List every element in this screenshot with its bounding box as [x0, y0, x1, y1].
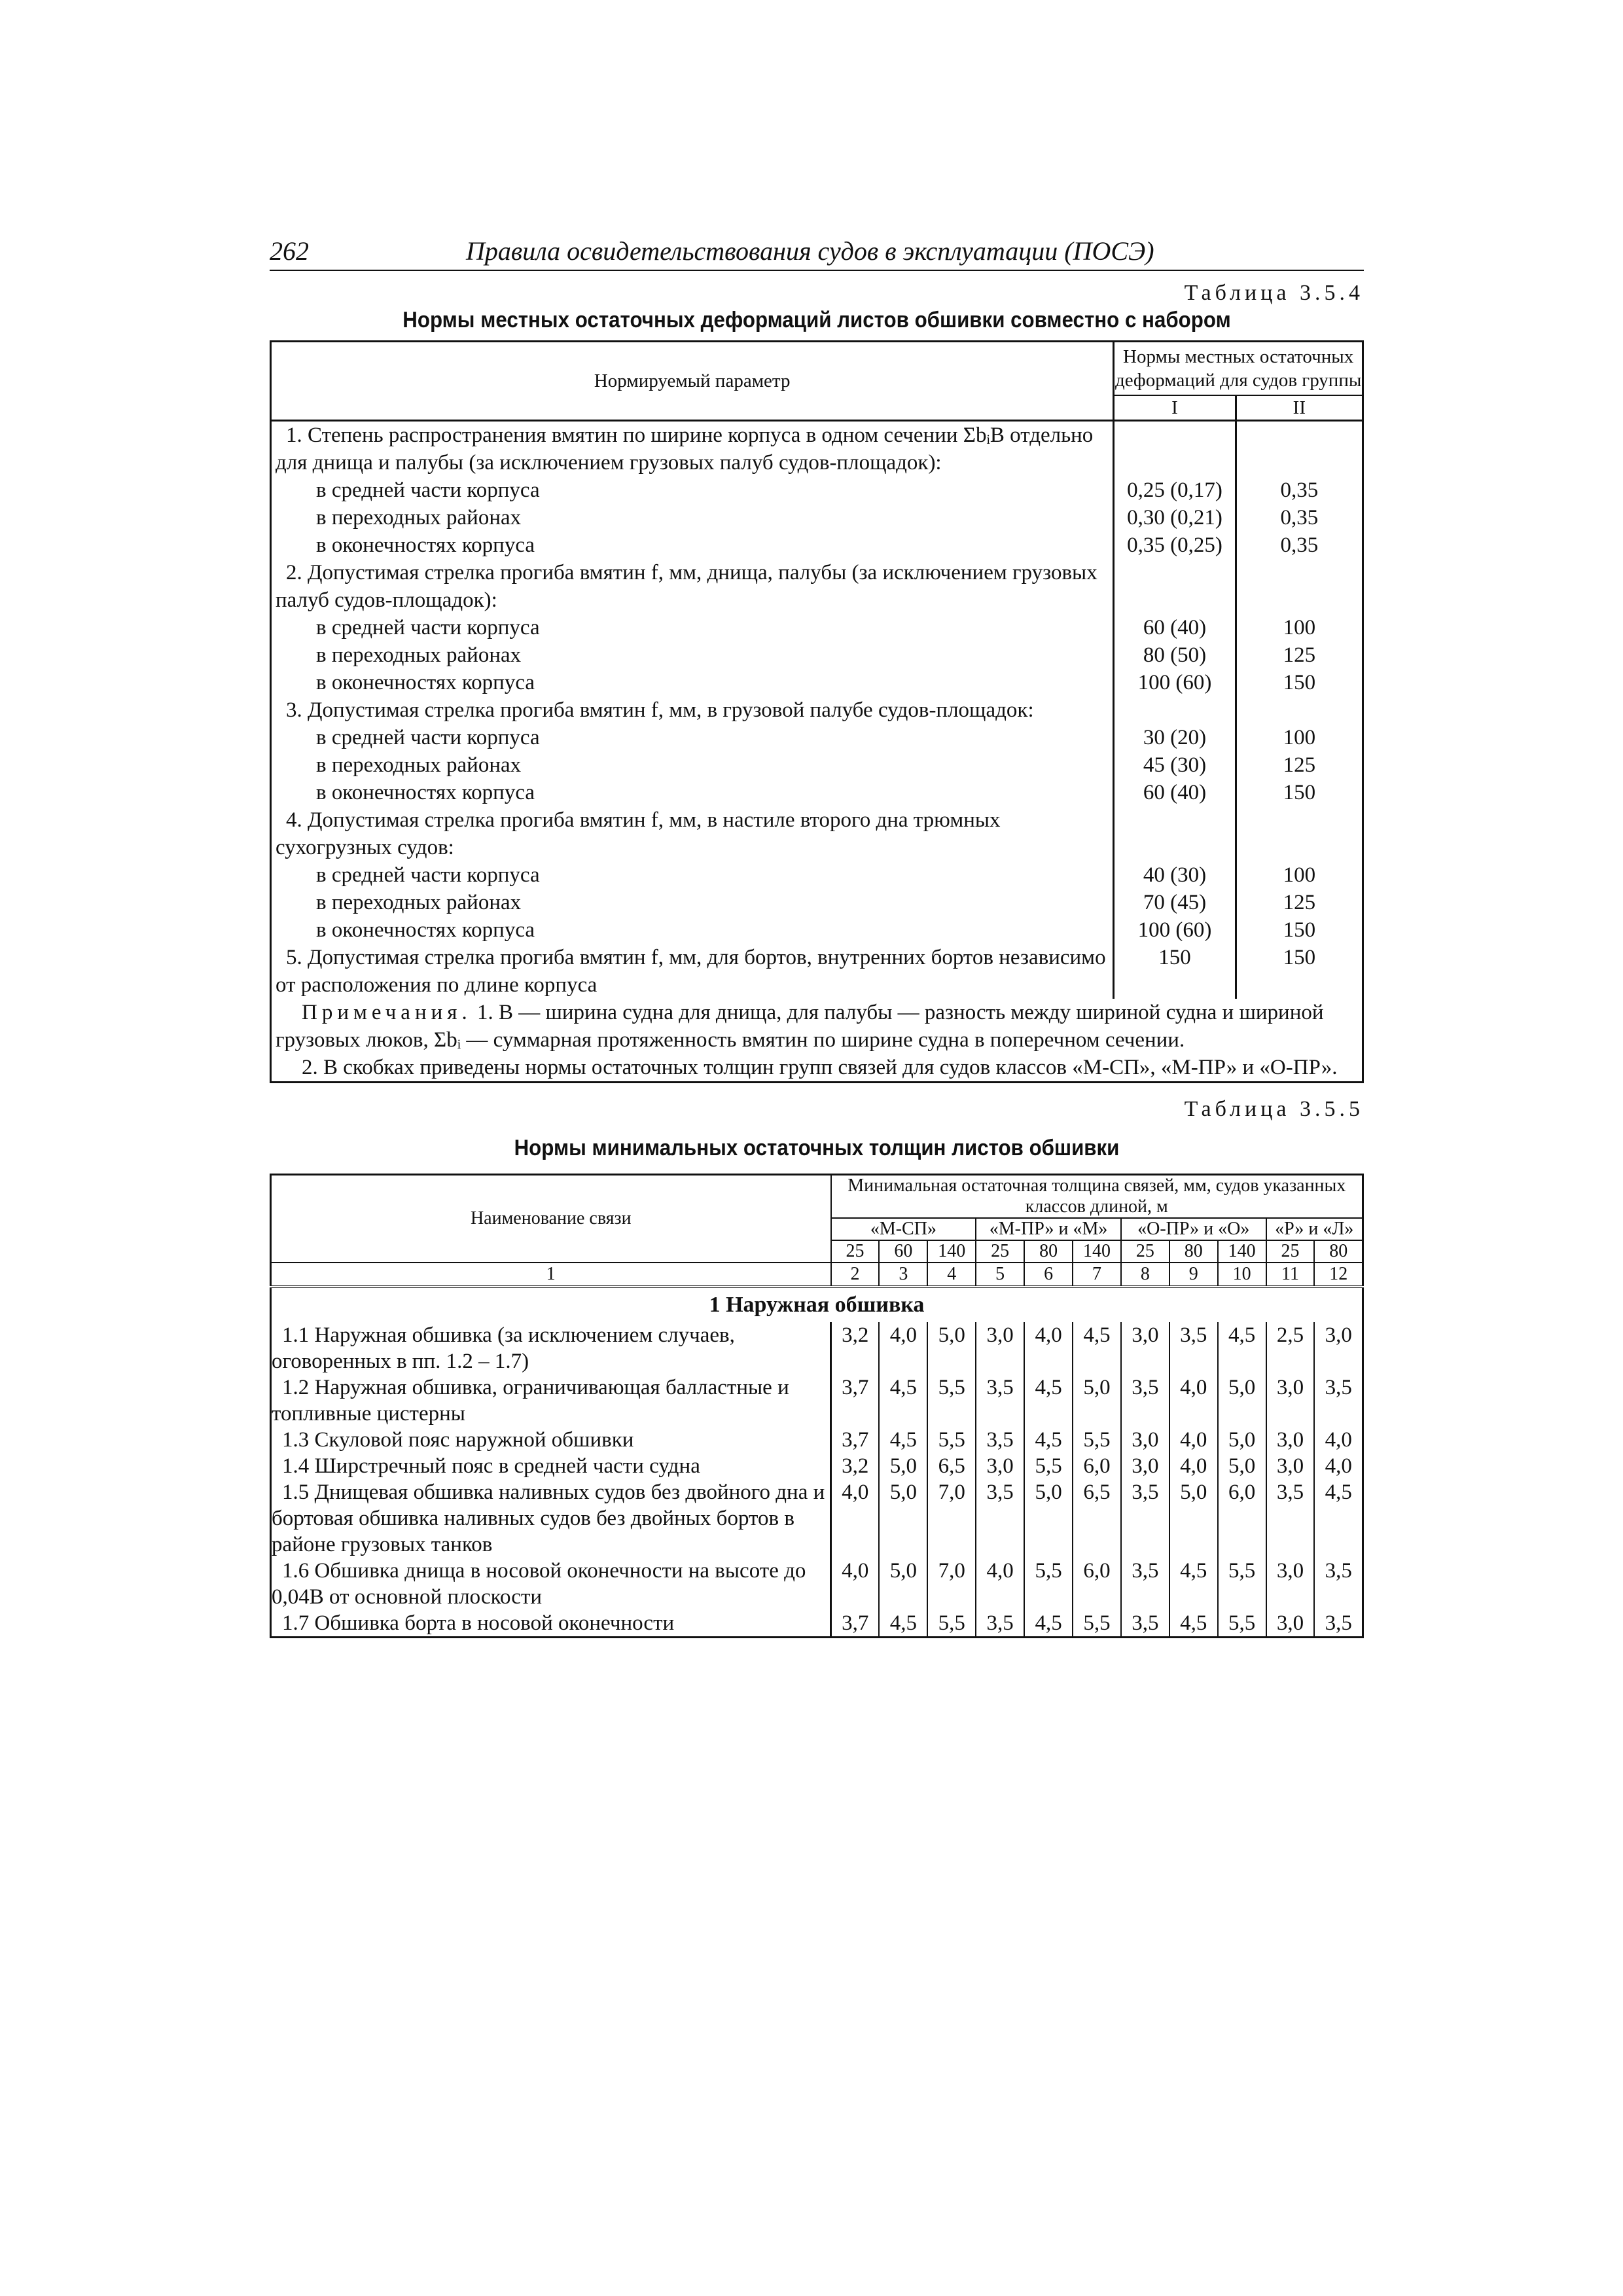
thickness-cell: 6,5 [927, 1453, 976, 1479]
col-header-name: Наименование связи [271, 1175, 831, 1263]
thickness-cell: 3,5 [1169, 1322, 1218, 1374]
length-header: 140 [1218, 1240, 1266, 1263]
group-2-cell: 150 [1283, 781, 1316, 804]
table-row [271, 614, 1363, 641]
table-row [271, 559, 1363, 614]
bond-name-cell: 1.5 Днищевая обшивка наливных судов без двойного дна и бортовая обшивка наливных судов без двойных бортов в районе грузовых танков [271, 1479, 831, 1558]
table-row [271, 806, 1363, 861]
group-1-cell: 0,30 (0,21) [1114, 504, 1236, 531]
group-2-cell: 0,35 [1280, 533, 1319, 557]
param-cell: 2. Допустимая стрелка прогиба вмятин f, мм, днища, палубы (за исключением грузовых палуб судов-площадок): [271, 559, 1114, 614]
group-1-cell: 150 [1114, 944, 1236, 999]
thickness-cell: 3,0 [1266, 1610, 1315, 1638]
thickness-cell: 6,0 [1073, 1453, 1121, 1479]
thickness-cell: 3,2 [831, 1322, 880, 1374]
group-1-cell: 60 (40) [1114, 614, 1236, 641]
table-3-5-5-rows [271, 1322, 1363, 1638]
table-3-5-4-title: Нормы местных остаточных деформаций листов обшивки совместно с набором [402, 308, 1231, 332]
thickness-cell: 3,0 [976, 1322, 1024, 1374]
thickness-cell: 3,5 [1314, 1374, 1363, 1427]
col-header-norms: Нормы местных остаточных деформаций для судов группы [1114, 342, 1363, 396]
thickness-cell: 4,5 [879, 1427, 927, 1453]
class-header: «О-ПР» и «О» [1121, 1218, 1266, 1240]
group-2-cell [1236, 559, 1363, 614]
thickness-cell: 3,0 [1121, 1453, 1169, 1479]
thickness-cell: 6,5 [1073, 1479, 1121, 1558]
thickness-cell: 3,7 [831, 1610, 880, 1638]
section-title: 1 Наружная обшивка [709, 1293, 925, 1317]
param-cell: в переходных районах [271, 504, 1114, 531]
length-header: 25 [1266, 1240, 1315, 1263]
thickness-cell: 3,5 [976, 1374, 1024, 1427]
thickness-cell: 5,5 [1024, 1558, 1073, 1610]
column-number: 7 [1073, 1263, 1121, 1287]
thickness-cell: 5,0 [1218, 1453, 1266, 1479]
thickness-cell: 3,2 [831, 1453, 880, 1479]
group-2-cell: 100 [1283, 863, 1316, 887]
table-3-5-4-notes [271, 999, 1363, 1083]
length-header: 60 [879, 1240, 927, 1263]
thickness-cell: 3,5 [1314, 1610, 1363, 1638]
thickness-cell: 4,0 [1024, 1322, 1073, 1374]
bond-name-cell: 1.2 Наружная обшивка, ограничивающая балластные и топливные цистерны [271, 1374, 831, 1427]
table-3-5-5-label: Таблица 3.5.5 [1184, 1097, 1364, 1121]
param-cell: в переходных районах [271, 641, 1114, 669]
group-2-cell: 150 [1283, 671, 1316, 694]
column-number: 2 [831, 1263, 880, 1287]
group-2-cell: 100 [1283, 726, 1316, 749]
column-number: 1 [271, 1263, 831, 1287]
note-1 [271, 999, 1363, 1054]
group-1-cell [1114, 559, 1236, 614]
thickness-cell: 3,7 [831, 1374, 880, 1427]
length-header: 80 [1314, 1240, 1363, 1263]
thickness-cell: 6,0 [1218, 1479, 1266, 1558]
group-1-cell: 30 (20) [1114, 724, 1236, 751]
table-3-5-5-body [271, 1287, 1363, 1322]
group-2-cell: 125 [1283, 753, 1316, 777]
table-row [271, 669, 1363, 696]
notes-label: Примечания. [302, 1001, 472, 1024]
col-header-min-thickness: Минимальная остаточная толщина связей, мм, судов указанных классов длиной, м [831, 1175, 1363, 1219]
param-cell: 5. Допустимая стрелка прогиба вмятин f, мм, для бортов, внутренних бортов независимо от расположения по длине корпуса [271, 944, 1114, 999]
bond-name-cell: 1.3 Скуловой пояс наружной обшивки [271, 1427, 831, 1453]
thickness-cell: 5,5 [1024, 1453, 1073, 1479]
column-number: 12 [1314, 1263, 1363, 1287]
table-3-5-4-label: Таблица 3.5.4 [1184, 281, 1364, 305]
thickness-cell: 3,5 [1121, 1374, 1169, 1427]
group-2-cell: 100 [1283, 616, 1316, 639]
group-1-cell [1114, 421, 1236, 477]
group-2-cell: 125 [1283, 643, 1316, 667]
thickness-cell: 3,0 [1121, 1427, 1169, 1453]
table-row [271, 1427, 1363, 1453]
document-page [270, 236, 1364, 1638]
thickness-cell: 3,0 [1121, 1322, 1169, 1374]
thickness-cell: 5,0 [927, 1322, 976, 1374]
table-row [271, 861, 1363, 889]
thickness-cell: 4,0 [1314, 1427, 1363, 1453]
thickness-cell: 3,0 [1266, 1558, 1315, 1610]
table-3-5-5-title: Нормы минимальных остаточных толщин листов обшивки [514, 1136, 1120, 1160]
group-1-cell: 60 (40) [1114, 779, 1236, 806]
group-1-cell: 80 (50) [1114, 641, 1236, 669]
thickness-cell: 5,0 [879, 1453, 927, 1479]
table-row [271, 751, 1363, 779]
col-header-group-2: II [1236, 395, 1363, 421]
thickness-cell: 5,0 [1024, 1479, 1073, 1558]
group-2-cell [1236, 806, 1363, 861]
param-cell: в переходных районах [271, 751, 1114, 779]
thickness-cell: 3,5 [1314, 1558, 1363, 1610]
table-row [271, 531, 1363, 559]
table-row [271, 641, 1363, 669]
thickness-cell: 4,0 [1314, 1453, 1363, 1479]
thickness-cell: 5,0 [879, 1558, 927, 1610]
group-2-cell [1236, 696, 1363, 724]
thickness-cell: 5,5 [1073, 1427, 1121, 1453]
table-row [271, 1453, 1363, 1479]
thickness-cell: 3,5 [1266, 1479, 1315, 1558]
table-row [271, 916, 1363, 944]
thickness-cell: 4,0 [831, 1558, 880, 1610]
thickness-cell: 3,5 [1121, 1558, 1169, 1610]
param-cell: в переходных районах [271, 889, 1114, 916]
group-2-cell: 150 [1283, 918, 1316, 942]
thickness-cell: 3,0 [1266, 1374, 1315, 1427]
col-header-group-1: I [1114, 395, 1236, 421]
note-1-text: 1. B — ширина судна для днища, для палубы — разность между шириной судна и шириной грузовых люков, Σbᵢ — суммарная протяженность вмятин по ширине судна в поперечном сечении. [276, 1001, 1324, 1052]
thickness-cell: 4,0 [831, 1479, 880, 1558]
param-cell: в средней части корпуса [271, 724, 1114, 751]
param-cell: в оконечностях корпуса [271, 916, 1114, 944]
bond-name-cell: 1.4 Ширстречный пояс в средней части судна [271, 1453, 831, 1479]
thickness-cell: 5,0 [1218, 1427, 1266, 1453]
table-3-5-4 [270, 340, 1364, 1083]
length-header: 140 [1073, 1240, 1121, 1263]
group-2-cell: 150 [1283, 946, 1316, 969]
column-number: 4 [927, 1263, 976, 1287]
thickness-cell: 3,5 [976, 1610, 1024, 1638]
table-row [271, 1374, 1363, 1427]
thickness-cell: 3,0 [1266, 1453, 1315, 1479]
thickness-cell: 3,5 [976, 1427, 1024, 1453]
param-cell: в оконечностях корпуса [271, 531, 1114, 559]
bond-name-cell: 1.7 Обшивка борта в носовой оконечности [271, 1610, 831, 1638]
bond-name-cell: 1.1 Наружная обшивка (за исключением случаев, оговоренных в пп. 1.2 – 1.7) [271, 1322, 831, 1374]
table-row [271, 1558, 1363, 1610]
thickness-cell: 4,5 [879, 1374, 927, 1427]
thickness-cell: 3,5 [1121, 1610, 1169, 1638]
table-row [271, 779, 1363, 806]
group-1-cell: 0,35 (0,25) [1114, 531, 1236, 559]
page-number: 262 [270, 236, 309, 266]
table-row [271, 504, 1363, 531]
column-number: 6 [1024, 1263, 1073, 1287]
group-2-cell [1236, 421, 1363, 477]
thickness-cell: 4,5 [1218, 1322, 1266, 1374]
thickness-cell: 5,0 [879, 1479, 927, 1558]
length-header: 80 [1169, 1240, 1218, 1263]
running-header [270, 236, 1364, 271]
length-header: 25 [1121, 1240, 1169, 1263]
group-2-cell: 0,35 [1280, 506, 1319, 529]
thickness-cell: 5,0 [1073, 1374, 1121, 1427]
group-1-cell: 45 (30) [1114, 751, 1236, 779]
table-row [271, 889, 1363, 916]
thickness-cell: 5,5 [1218, 1558, 1266, 1610]
column-number: 3 [879, 1263, 927, 1287]
thickness-cell: 5,5 [927, 1374, 976, 1427]
param-cell: в средней части корпуса [271, 476, 1114, 504]
thickness-cell: 5,0 [1218, 1374, 1266, 1427]
thickness-cell: 3,7 [831, 1427, 880, 1453]
param-cell: в средней части корпуса [271, 861, 1114, 889]
table-row [271, 724, 1363, 751]
thickness-cell: 5,5 [1218, 1610, 1266, 1638]
thickness-cell: 4,0 [1169, 1427, 1218, 1453]
length-header: 140 [927, 1240, 976, 1263]
thickness-cell: 5,5 [1073, 1610, 1121, 1638]
group-1-cell [1114, 696, 1236, 724]
thickness-cell: 4,0 [1169, 1453, 1218, 1479]
thickness-cell: 3,0 [1266, 1427, 1315, 1453]
table-row [271, 944, 1363, 999]
table-row [271, 1610, 1363, 1638]
col-header-param: Нормируемый параметр [271, 342, 1114, 421]
thickness-cell: 6,0 [1073, 1558, 1121, 1610]
class-header: «М-ПР» и «М» [976, 1218, 1121, 1240]
thickness-cell: 5,0 [1169, 1479, 1218, 1558]
thickness-cell: 5,5 [927, 1427, 976, 1453]
bond-name-cell: 1.6 Обшивка днища в носовой оконечности на высоте до 0,04B от основной плоскости [271, 1558, 831, 1610]
group-1-cell [1114, 806, 1236, 861]
thickness-cell: 4,5 [1169, 1558, 1218, 1610]
length-header: 25 [831, 1240, 880, 1263]
group-1-cell: 0,25 (0,17) [1114, 476, 1236, 504]
thickness-cell: 4,5 [1169, 1610, 1218, 1638]
column-number: 9 [1169, 1263, 1218, 1287]
note-2: 2. В скобках приведены нормы остаточных толщин групп связей для судов классов «М-СП», «М-ПР» и «О-ПР». [302, 1056, 1338, 1079]
param-cell: в средней части корпуса [271, 614, 1114, 641]
column-number: 10 [1218, 1263, 1266, 1287]
thickness-cell: 7,0 [927, 1558, 976, 1610]
param-cell: в оконечностях корпуса [271, 669, 1114, 696]
table-3-5-5-head [271, 1175, 1363, 1287]
thickness-cell: 4,0 [1169, 1374, 1218, 1427]
thickness-cell: 4,5 [1314, 1479, 1363, 1558]
thickness-cell: 4,5 [1073, 1322, 1121, 1374]
param-cell: 4. Допустимая стрелка прогиба вмятин f, мм, в настиле второго дна трюмных сухогрузных судов: [271, 806, 1114, 861]
thickness-cell: 4,5 [879, 1610, 927, 1638]
class-header: «М-СП» [831, 1218, 976, 1240]
column-number: 11 [1266, 1263, 1315, 1287]
column-number: 8 [1121, 1263, 1169, 1287]
param-cell: в оконечностях корпуса [271, 779, 1114, 806]
thickness-cell: 4,5 [1024, 1427, 1073, 1453]
table-row [271, 421, 1363, 477]
group-2-cell: 0,35 [1280, 478, 1319, 502]
column-number: 5 [976, 1263, 1024, 1287]
table-row [271, 1322, 1363, 1374]
table-row [271, 696, 1363, 724]
thickness-cell: 4,0 [976, 1558, 1024, 1610]
param-cell: 1. Степень распространения вмятин по ширине корпуса в одном сечении ΣbᵢB отдельно для днища и палубы (за исключением грузовых палуб судов-площадок): [271, 421, 1114, 477]
group-1-cell: 100 (60) [1114, 916, 1236, 944]
group-2-cell: 125 [1283, 891, 1316, 914]
thickness-cell: 7,0 [927, 1479, 976, 1558]
group-1-cell: 40 (30) [1114, 861, 1236, 889]
class-header: «Р» и «Л» [1266, 1218, 1363, 1240]
running-title: Правила освидетельствования судов в эксплуатации (ПОСЭ) [466, 236, 1154, 266]
table-3-5-5 [270, 1174, 1364, 1638]
thickness-cell: 4,5 [1024, 1374, 1073, 1427]
thickness-cell: 4,5 [1024, 1610, 1073, 1638]
group-1-cell: 70 (45) [1114, 889, 1236, 916]
group-1-cell: 100 (60) [1114, 669, 1236, 696]
table-row [271, 1479, 1363, 1558]
thickness-cell: 2,5 [1266, 1322, 1315, 1374]
length-header: 25 [976, 1240, 1024, 1263]
param-cell: 3. Допустимая стрелка прогиба вмятин f, мм, в грузовой палубе судов-площадок: [271, 696, 1114, 724]
thickness-cell: 3,0 [1314, 1322, 1363, 1374]
length-header: 80 [1024, 1240, 1073, 1263]
thickness-cell: 3,0 [976, 1453, 1024, 1479]
thickness-cell: 4,0 [879, 1322, 927, 1374]
table-row [271, 476, 1363, 504]
table-3-5-4-body [271, 421, 1363, 999]
thickness-cell: 5,5 [927, 1610, 976, 1638]
thickness-cell: 3,5 [976, 1479, 1024, 1558]
thickness-cell: 3,5 [1121, 1479, 1169, 1558]
